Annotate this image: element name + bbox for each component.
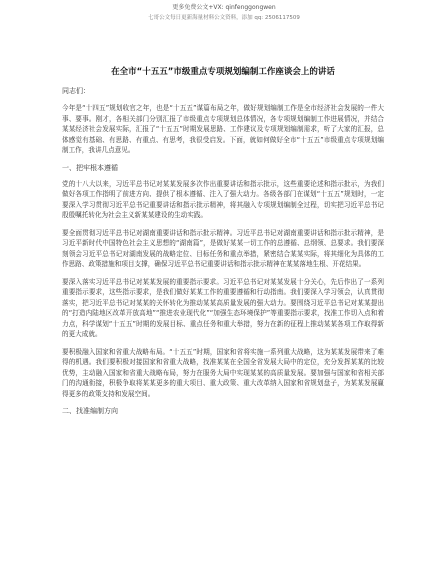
- paragraph-2: 要全面贯彻习近平总书记对湖南重要讲话和指示批示精神。习近平总书记对湖南重要讲话和指示批示精神，是习近平新时代中国特色社会主义思想的“湖南篇”，是做好某某一切工作的总遵循、总纲领、总要求。我们要深刻领会习近平总书记对湖南发展的战略定位、目标任务和重点举措，紧密结合某某实际，将其细化为具体的工作思路、政策措施和项目支撑，确保习近平总书记重要讲话和指示批示精神在某某落地生根、开花结果。: [62, 228, 384, 268]
- document-body: [62, 66, 384, 422]
- section-heading-1: 一、把牢根本遵循: [62, 163, 118, 172]
- paragraph-1: 党的十八大以来，习近平总书记对某某发展多次作出重要讲话和指示批示，这些重要论述和指示批示，为我们做好各项工作指明了前进方向、提供了根本遵循、注入了强大动力。各级各部门在谋划“十五五”规划时，一定要深入学习贯彻习近平总书记重要讲话和指示批示精神，将其融入专项规划编制全过程，切实把习近平总书记殷殷嘱托转化为社会主义新某某建设的生动实践。: [62, 179, 384, 219]
- paragraph-3: 要深入落实习近平总书记对某某发展的重要指示要求。习近平总书记对某某发展十分关心，先后作出了一系列重要指示要求，这些指示要求，是我们做好某某工作的重要遵循和行动指南。我们要深入学习领会，认真贯彻落实，把习近平总书记对某某的关怀转化为推动某某高质量发展的强大动力。要围绕习近平总书记对某某提出的“打造内陆地区改革开放高地”“推进农业现代化”“加强生态环境保护”等重要指示要求，找准工作切入点和着力点，科学谋划“十五五”时期的发展目标、重点任务和重大举措，努力在新的征程上推动某某各项工作取得新的更大成就。: [62, 277, 384, 338]
- document-title: 在全市“十五五”市级重点专项规划编制工作座谈会上的讲话: [111, 67, 335, 77]
- paragraph-4: 要积极融入国家和省重大战略布局。“十五五”时期，国家和省将实施一系列重大战略，这为某某发展带来了难得的机遇。我们要积极对接国家和省重大战略，找准某某在全国全省发展大局中的定位，充分发挥某某的比较优势，主动融入国家和省重大战略布局，努力在服务大局中实现某某的高质量发展。要加强与国家和省相关部门的沟通衔接，积极争取将某某更多的重大项目、重大政策、重大改革纳入国家和省规划盘子，为某某发展赢得更多的政策支持和发展空间。: [62, 347, 384, 398]
- header-line-1: 更多免费公文+VX: qinfenggongwen: [172, 4, 276, 11]
- header-line-2: 七哥公文每日更新海量材料公文资料，添加 qq: 2506117509: [148, 15, 300, 21]
- section-heading-2: 二、找准编制方向: [62, 407, 118, 415]
- paragraph-intro: 今年是“十四五”规划收官之年，也是“十五五”谋篇布局之年，做好规划编制工作是全市经济社会发展的一件大事、要事。刚才，各相关部门分别汇报了市级重点专项规划总体情况，各专项规划编制工作进展情况，并结合某某经济社会发展实际，汇报了“十五五”时期发展思路、工作建议及专项规划编制需求，听了大家的汇报，总体感觉有基础、有思路、有重点、有思考，我很受启发。下面，就如何做好全市“十五五”市级重点专项规划编制工作，我讲几点意见。: [62, 104, 384, 154]
- salutation: 同志们：: [62, 87, 90, 95]
- page-header: [0, 2, 448, 24]
